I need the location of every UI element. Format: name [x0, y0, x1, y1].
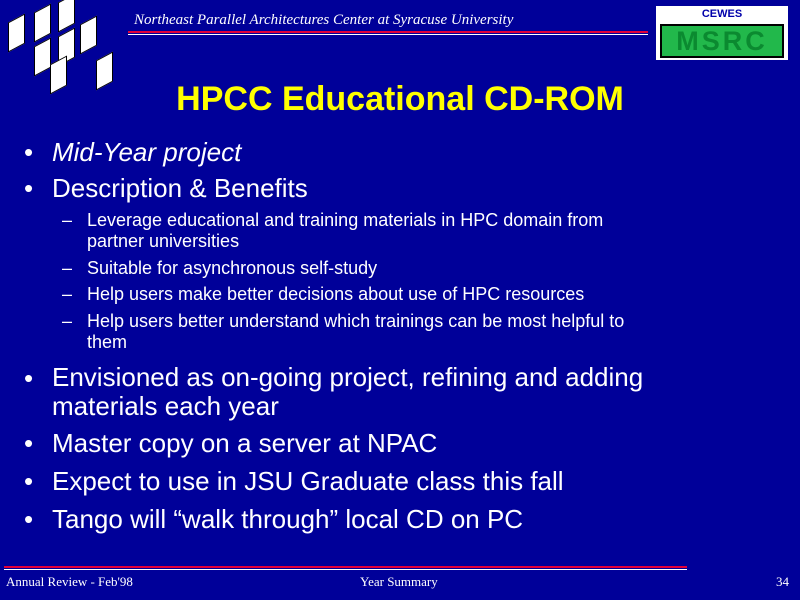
page-number: 34 [776, 574, 789, 589]
bullet-envisioned: Envisioned as on-going project, refining and adding materials each year [52, 362, 644, 421]
sub-bullet-dash: – [62, 210, 73, 230]
footer-left: Annual Review - Feb'98 [6, 574, 133, 589]
sub-bullet-4: Help users better understand which trainings can be most helpful to them [87, 311, 625, 352]
cewes-msrc-logo [656, 6, 788, 60]
footer-center: Year Summary [360, 574, 438, 589]
bullet-glyph: • [24, 173, 34, 203]
sub-bullet-3: Help users make better decisions about use of HPC resources [87, 284, 585, 304]
header-institution: Northeast Parallel Architectures Center at Syracuse University [134, 12, 514, 28]
footer-rule-white [4, 569, 687, 570]
bullet-master-copy: Master copy on a server at NPAC [52, 428, 438, 458]
badge-main-text: MSRC [660, 24, 784, 58]
header-rule-white [128, 34, 648, 35]
bullet-glyph: • [24, 363, 34, 393]
bullet-mid-year: Mid-Year project [52, 137, 242, 167]
sub-bullet-dash: – [62, 258, 73, 278]
sub-bullet-1: Leverage educational and training materials in HPC domain from partner universities [87, 210, 604, 251]
bullet-description: Description & Benefits [52, 173, 308, 203]
bullet-glyph: • [24, 466, 34, 496]
footer-rule-red [4, 566, 687, 568]
bullet-tango: Tango will “walk through” local CD on PC [52, 504, 524, 534]
bullet-glyph: • [24, 137, 34, 167]
slide-title: HPCC Educational CD-ROM [176, 80, 624, 118]
sub-bullet-dash: – [62, 311, 73, 331]
bullet-expect-jsu: Expect to use in JSU Graduate class this fall [52, 466, 564, 496]
badge-top-text: CEWES [701, 8, 743, 20]
sub-bullet-2: Suitable for asynchronous self-study [87, 258, 378, 278]
bullet-glyph: • [24, 428, 34, 458]
sub-bullet-dash: – [62, 284, 73, 304]
header-rule-red [128, 31, 648, 33]
bullet-glyph: • [24, 504, 34, 534]
